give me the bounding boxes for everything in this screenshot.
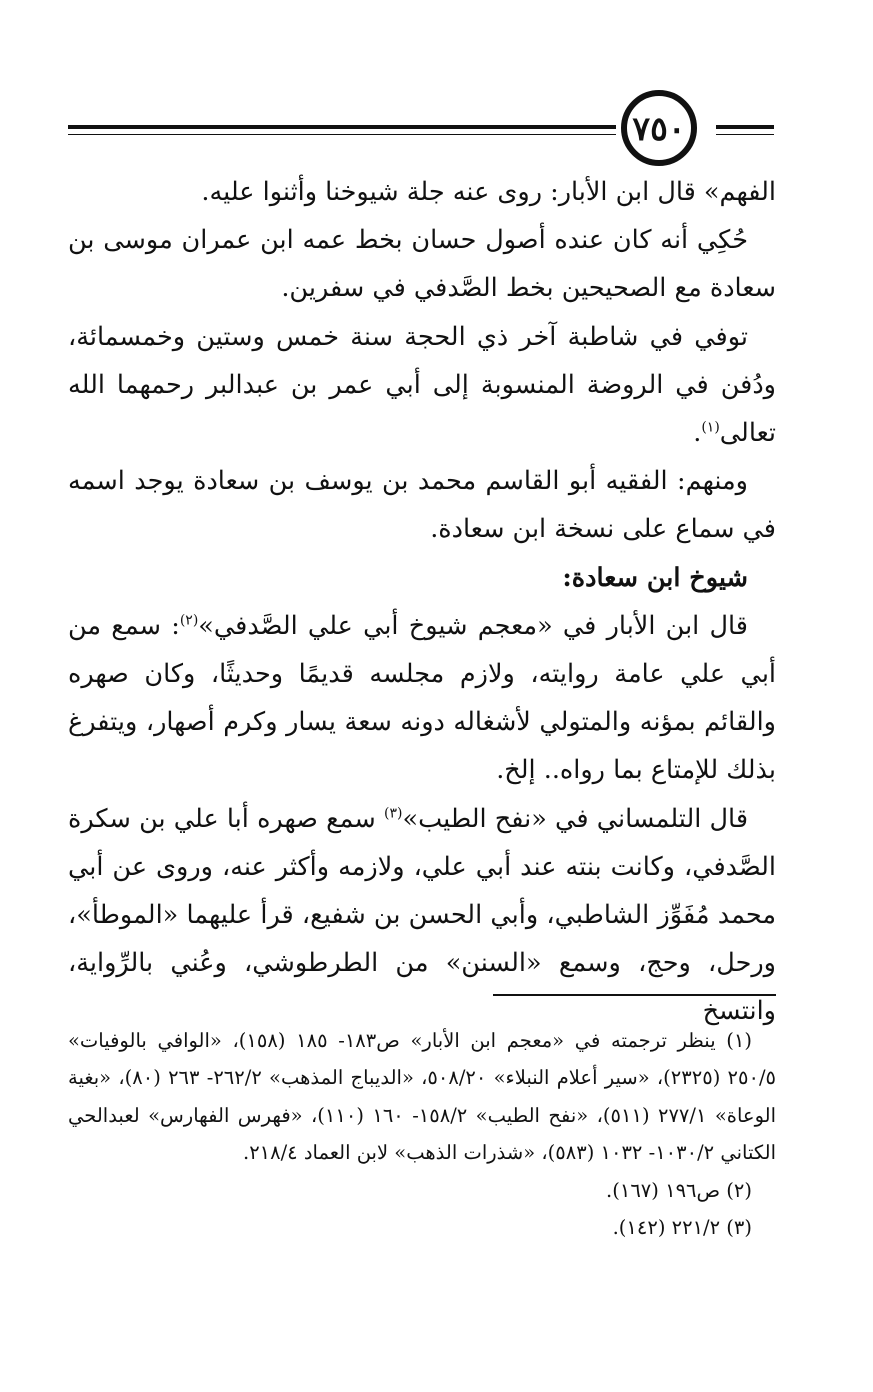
paragraph-3-text: توفي في شاطبة آخر ذي الحجة سنة خمس وستين وخمسمائة، ودُفن في الروضة المنسوبة إلى أبي عمر بن عبدالبر رحمهما الله تعالى [68, 321, 776, 449]
page-number: ٧٥٠ [621, 90, 697, 166]
footnotes [68, 1022, 776, 1246]
paragraph-1: الفهم» قال ابن الأبار: روى عنه جلة شيوخنا وأثنوا عليه. [201, 177, 776, 207]
header-rule-thick-right [716, 125, 774, 132]
header-rule-thin-left [68, 134, 616, 135]
paragraph-5-rest: : سمع من أبي علي عامة روايته، ولازم مجلسه قديمًا وحديثًا، وكان صهره والقائم بمؤنه والمتولي لأشغاله دونه سعة يسار وكرم أصهار، ويتفرغ بذلك للإمتاع بما رواه.. إلخ. [68, 610, 776, 786]
paragraph-6-text: قال التلمساني في «نفح الطيب» [402, 803, 749, 834]
paragraph-5-text: قال ابن الأبار في «معجم شيوخ أبي علي الصَّدفي» [198, 610, 748, 641]
paragraph-5 [68, 602, 776, 795]
header-rule-thin-right [716, 134, 774, 135]
footnote-3: (٣) ٢٢١/٢ (١٤٢). [612, 1216, 752, 1240]
footnote-2: (٢) ص١٩٦ (١٦٧). [606, 1178, 752, 1202]
paragraph-3-end: . [693, 418, 702, 449]
main-text [68, 168, 776, 1036]
paragraph-6-rest: سمع صهره أبا علي بن سكرة الصَّدفي، وكانت بنته عند أبي علي، ولازمه وأكثر عنه، وروى عن أبي محمد مُفَوِّز الشاطبي، وأبي الحسن بن شفيع، قرأ عليهما «الموطأ»، ورحل، وحج، وسمع «السنن» من الطرطوشي، وعُني بالرِّواية، وانتسخ [68, 803, 776, 1027]
footnote-1: (١) ينظر ترجمته في «معجم ابن الأبار» ص١٨٣- ١٨٥ (١٥٨)، «الوافي بالوفيات» ٢٥٠/٥ (٢٣٢٥)، «سير أعلام النبلاء» ٥٠٨/٢٠، «الديباج المذهب» ٢٦٢/٢- ٢٦٣ (٨٠)، «بغية الوعاة» ٢٧٧/١ (٥١١)، «نفح الطيب» ١٥٨/٢- ١٦٠ (١١٠)، «فهرس الفهارس» لعبدالحي الكتاني ١٠٣٠/٢- ١٠٣٢ (٥٨٣)، «شذرات الذهب» لابن العماد ٢١٨/٤. [68, 1029, 777, 1165]
footnote-ref-1: (١) [701, 419, 720, 436]
footnote-ref-3: (٣) [384, 805, 403, 822]
paragraph-4: ومنهم: الفقيه أبو القاسم محمد بن يوسف بن سعادة يوجد اسمه في سماع على نسخة ابن سعادة. [68, 466, 776, 545]
section-heading: شيوخ ابن سعادة: [562, 562, 748, 593]
page-header [68, 88, 774, 168]
footnote-separator [493, 994, 776, 996]
paragraph-6 [68, 795, 776, 1036]
paragraph-2: حُكِي أنه كان عنده أصول حسان بخط عمه ابن عمران موسى بن سعادة مع الصحيحين بخط الصَّدفي في سفرين. [68, 225, 776, 304]
paragraph-3 [68, 313, 776, 458]
footnote-ref-2: (٢) [179, 612, 199, 629]
header-rule-thick-left [68, 125, 616, 132]
